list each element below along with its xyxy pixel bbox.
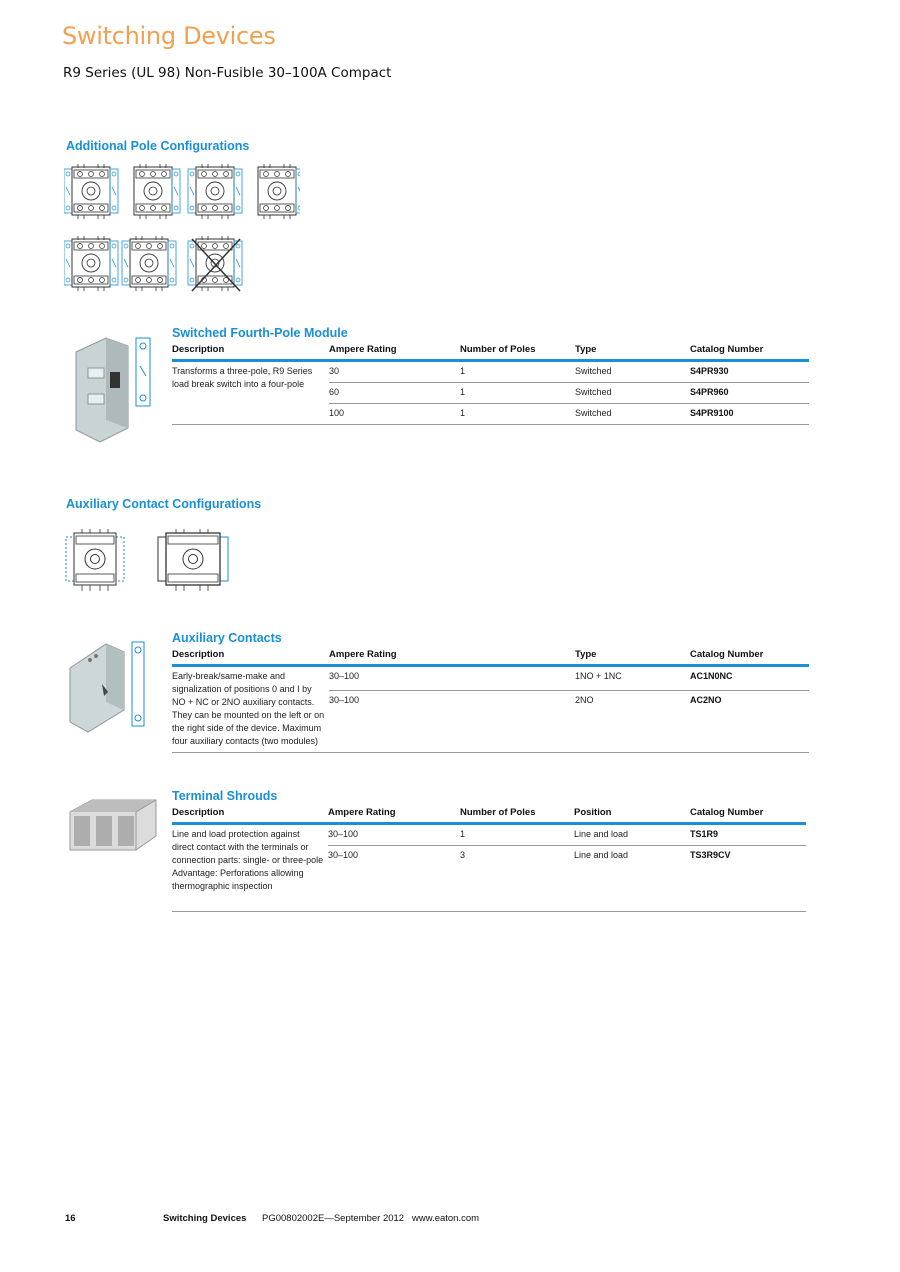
table-row	[172, 665, 809, 690]
poles-cell: 1	[460, 382, 575, 403]
page-title: Switching Devices	[62, 22, 276, 50]
col-number-of-poles: Number of Poles	[460, 342, 575, 360]
auxiliary-config-heading: Auxiliary Contact Configurations	[66, 497, 262, 511]
type-cell: Switched	[575, 382, 690, 403]
amp-cell: 30	[329, 360, 460, 382]
amp-cell: 30–100	[329, 665, 575, 690]
col-catalog-number: Catalog Number	[690, 342, 809, 360]
additional-pole-heading: Additional Pole Configurations	[66, 139, 250, 153]
shrouds-table	[172, 805, 806, 912]
col-type: Type	[575, 342, 690, 360]
col-ampere-rating: Ampere Rating	[328, 805, 460, 823]
amp-cell: 30–100	[329, 690, 575, 752]
type-cell: Switched	[575, 403, 690, 424]
amp-cell: 30–100	[328, 823, 460, 845]
col-catalog-number: Catalog Number	[690, 805, 806, 823]
catalog-cell: S4PR930	[690, 360, 809, 382]
poles-cell: 1	[460, 823, 574, 845]
aux-contacts-table	[172, 647, 809, 753]
col-catalog-number: Catalog Number	[690, 647, 809, 665]
col-description: Description	[172, 342, 329, 360]
shrouds-title: Terminal Shrouds	[172, 789, 278, 803]
description-cell: Transforms a three-pole, R9 Series load break switch into a four-pole	[172, 360, 329, 424]
fourth-pole-table	[172, 342, 809, 425]
footer-section: Switching Devices	[163, 1213, 247, 1224]
col-ampere-rating: Ampere Rating	[329, 342, 460, 360]
poles-cell: 3	[460, 845, 574, 911]
table-row	[172, 823, 806, 845]
col-number-of-poles: Number of Poles	[460, 805, 574, 823]
catalog-cell: AC1N0NC	[690, 665, 809, 690]
page-subtitle: R9 Series (UL 98) Non-Fusible 30–100A Compact	[63, 65, 392, 81]
table-row	[172, 360, 809, 382]
fourth-pole-title: Switched Fourth-Pole Module	[172, 326, 348, 340]
description-cell: Early-break/same-make and signalization of positions 0 and I by NO + NC or 2NO auxiliary contacts. They can be mounted on the left or on the right side of the device. Maximum four auxiliary contacts (two modules)	[172, 665, 329, 752]
fourth-pole-module-image	[66, 332, 154, 444]
amp-cell: 100	[329, 403, 460, 424]
amp-cell: 60	[329, 382, 460, 403]
type-cell: Switched	[575, 360, 690, 382]
pole-configuration-diagrams	[64, 163, 300, 293]
auxiliary-contacts-image	[66, 638, 150, 734]
description-cell: Line and load protection against direct contact with the terminals or connection parts: single- or three-pole Advantage: Perforations allowing thermographic inspection	[172, 823, 328, 911]
footer-doc-info: PG00802002E—September 2012 www.eaton.com	[262, 1213, 480, 1224]
aux-contacts-title: Auxiliary Contacts	[172, 631, 282, 645]
catalog-cell: S4PR960	[690, 382, 809, 403]
footer	[65, 1213, 480, 1224]
catalog-cell: TS3R9CV	[690, 845, 806, 911]
position-cell: Line and load	[574, 845, 690, 911]
type-cell: 2NO	[575, 690, 690, 752]
col-description: Description	[172, 647, 329, 665]
catalog-cell: AC2NO	[690, 690, 809, 752]
poles-cell: 1	[460, 360, 575, 382]
terminal-shrouds-image	[66, 798, 162, 854]
col-type: Type	[575, 647, 690, 665]
auxiliary-configuration-diagrams	[64, 525, 234, 597]
amp-cell: 30–100	[328, 845, 460, 911]
catalog-cell: TS1R9	[690, 823, 806, 845]
type-cell: 1NO + 1NC	[575, 665, 690, 690]
catalog-cell: S4PR9100	[690, 403, 809, 424]
col-position: Position	[574, 805, 690, 823]
position-cell: Line and load	[574, 823, 690, 845]
col-ampere-rating: Ampere Rating	[329, 647, 575, 665]
poles-cell: 1	[460, 403, 575, 424]
page-number: 16	[65, 1213, 76, 1224]
col-description: Description	[172, 805, 328, 823]
